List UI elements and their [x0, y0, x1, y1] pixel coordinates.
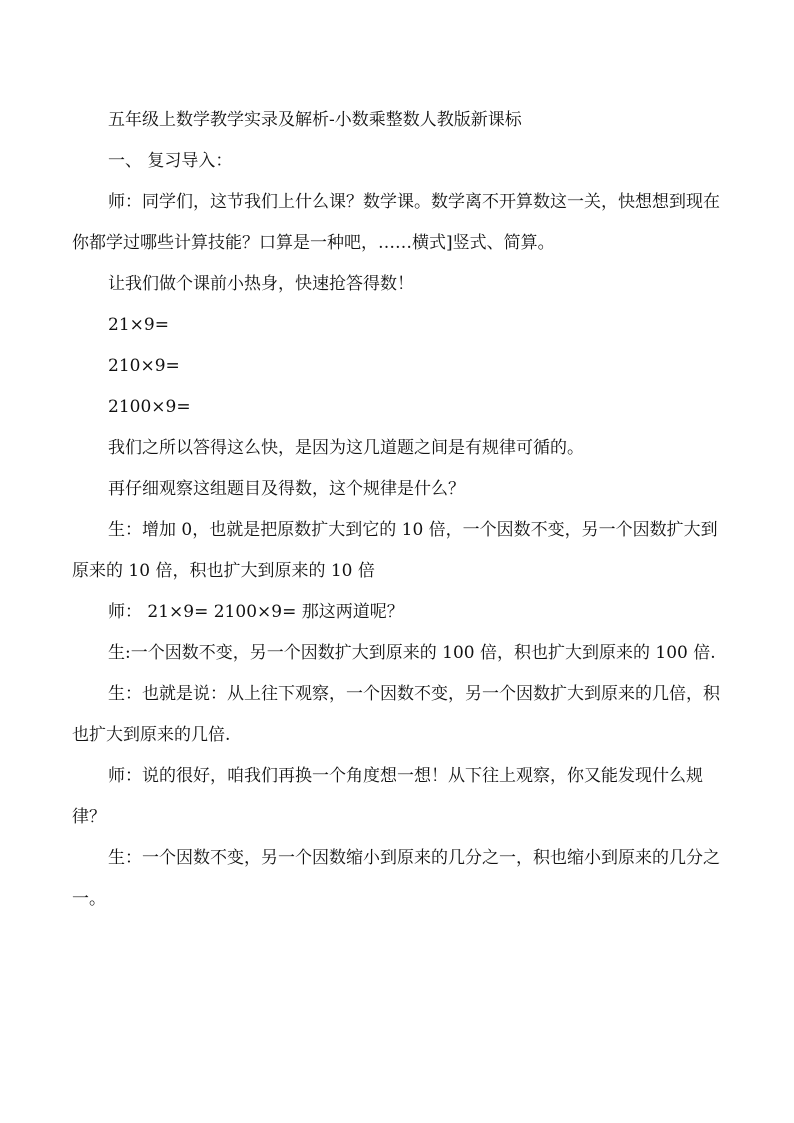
paragraph-7: 生:一个因数不变，另一个因数扩大到原来的 100 倍，积也扩大到原来的 100 倍.	[108, 643, 716, 663]
document-body	[72, 100, 732, 920]
document-title: 五年级上数学教学实录及解析-小数乘整数人教版新课标	[108, 110, 522, 130]
paragraph-9: 师：说的很好，咱我们再换一个角度想一想！从下往上观察，你又能发现什么规律？	[72, 766, 703, 827]
paragraph-6: 师： 21×9= 2100×9= 那这两道呢？	[108, 602, 404, 622]
section-heading: 一、 复习导入：	[108, 151, 233, 171]
paragraph-4: 再仔细观察这组题目及得数，这个规律是什么？	[108, 479, 465, 499]
paragraph-2: 让我们做个课前小热身，快速抢答得数！	[108, 274, 414, 294]
paragraph-5: 生：增加 0，也就是把原数扩大到它的 10 倍，一个因数不变，另一个因数扩大到原来的 10 倍，积也扩大到原来的 10 倍	[72, 520, 718, 581]
paragraph-8: 生：也就是说：从上往下观察，一个因数不变，另一个因数扩大到原来的几倍，积也扩大到原来的几倍.	[72, 684, 720, 745]
equation-2: 210×9=	[108, 356, 180, 376]
paragraph-3: 我们之所以答得这么快，是因为这几道题之间是有规律可循的。	[108, 438, 584, 458]
paragraph-10: 生：一个因数不变，另一个因数缩小到原来的几分之一，积也缩小到原来的几分之一。	[72, 848, 720, 909]
equation-3: 2100×9=	[108, 397, 191, 417]
paragraph-1: 师：同学们，这节我们上什么课？数学课。数学离不开算数这一关，快想想到现在你都学过哪些计算技能？口算是一种吧，……横式]竖式、简算。	[72, 192, 720, 253]
equation-1: 21×9=	[108, 315, 169, 335]
